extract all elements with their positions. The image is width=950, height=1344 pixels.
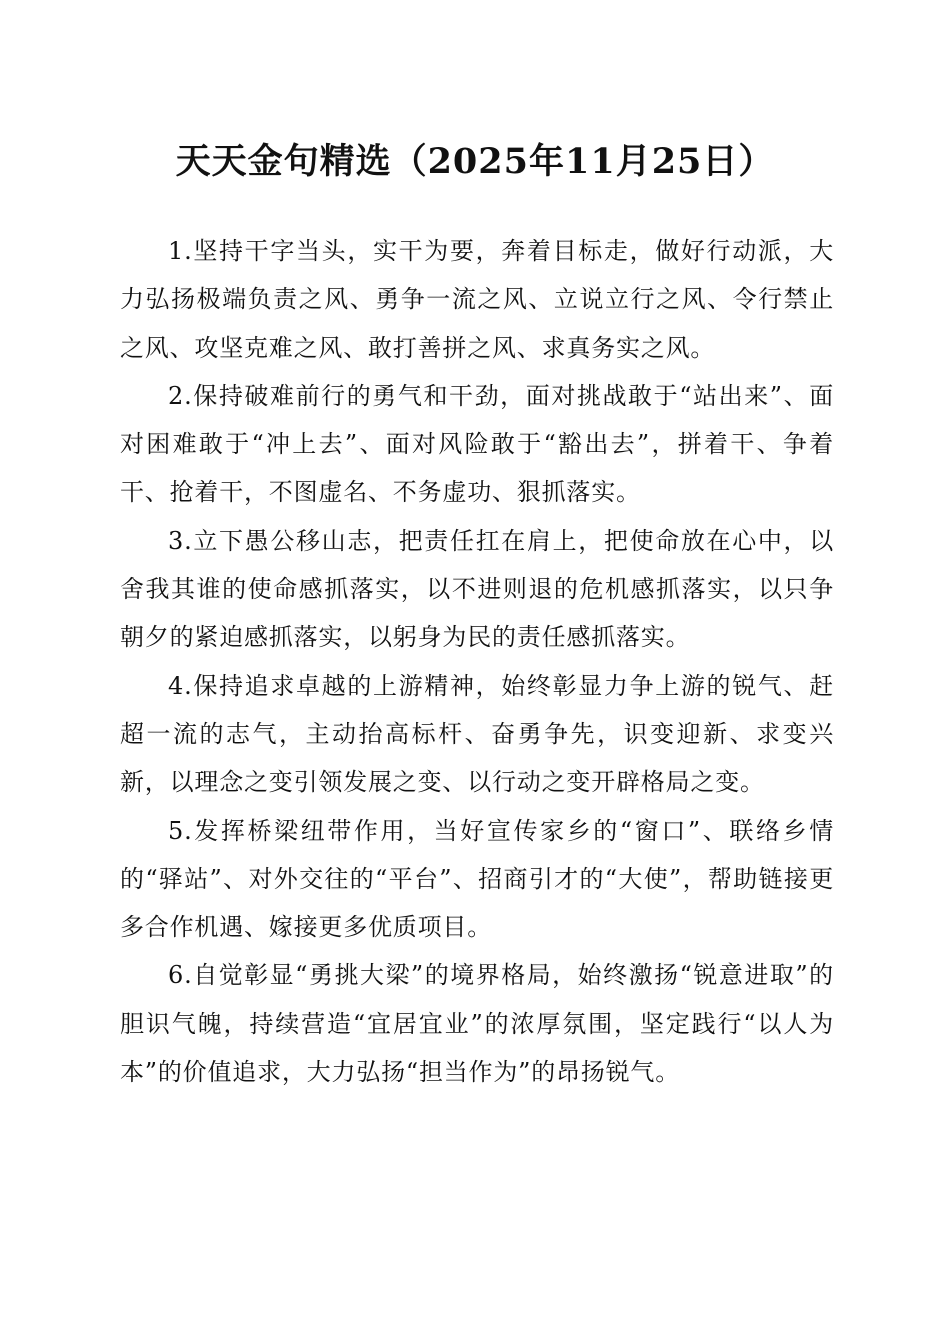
paragraph-2: 2.保持破难前行的勇气和干劲，面对挑战敢于“站出来”、面对困难敢于“冲上去”、面对风险敢于“豁出去”，拼着干、争着干、抢着干，不图虚名、不务虚功、狠抓落实。 <box>120 381 834 507</box>
document-title: 天天金句精选（2025年11月25日） <box>175 141 775 182</box>
paragraph-6: 6.自觉彰显“勇挑大梁”的境界格局，始终激扬“锐意进取”的胆识气魄，持续营造“宜居宜业”的浓厚氛围，坚定践行“以人为本”的价值追求，大力弘扬“担当作为”的昂扬锐气。 <box>120 961 834 1087</box>
paragraph-5: 5.发挥桥梁纽带作用，当好宣传家乡的“窗口”、联络乡情的“驿站”、对外交往的“平台”、招商引才的“大使”，帮助链接更多合作机遇、嫁接更多优质项目。 <box>120 816 834 942</box>
paragraph-3: 3.立下愚公移山志，把责任扛在肩上，把使命放在心中，以舍我其谁的使命感抓落实，以不进则退的危机感抓落实，以只争朝夕的紧迫感抓落实，以躬身为民的责任感抓落实。 <box>120 526 834 652</box>
paragraph-1: 1.坚持干字当头，实干为要，奔着目标走，做好行动派，大力弘扬极端负责之风、勇争一流之风、立说立行之风、令行禁止之风、攻坚克难之风、敢打善拼之风、求真务实之风。 <box>120 237 834 362</box>
document-body <box>120 227 834 1096</box>
paragraph-4: 4.保持追求卓越的上游精神，始终彰显力争上游的锐气、赶超一流的志气，主动抬高标杆、奋勇争先，识变迎新、求变兴新，以理念之变引领发展之变、以行动之变开辟格局之变。 <box>120 671 834 797</box>
